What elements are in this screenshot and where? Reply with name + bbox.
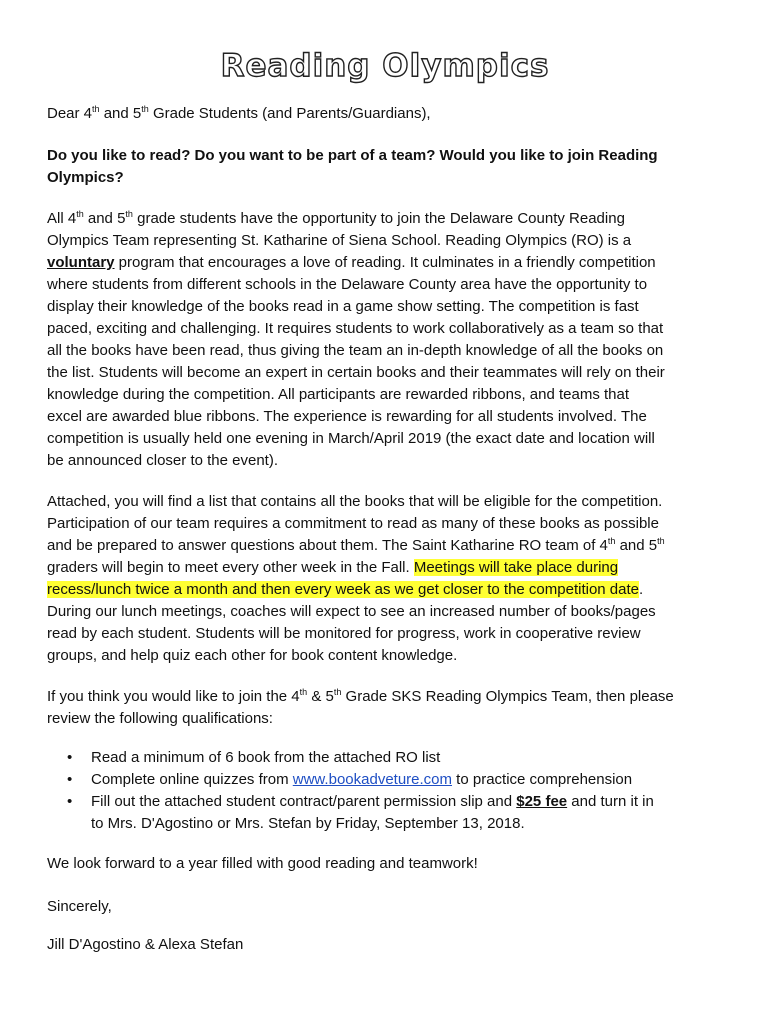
ordinal-suffix: th [92,104,100,114]
text-run: program that encourages a love of reading. It culminates in a friendly competition [114,254,656,271]
text-run: Fill out the attached student contract/parent permission slip and [91,793,517,810]
salutation-text: and 5 [99,105,142,122]
text-run: and 5 [83,210,126,227]
bookadventure-link[interactable]: www.bookadveture.com [292,771,453,788]
text-line: Attached, you will find a list that contains all the books that will be eligible for the competition. [47,493,663,510]
text-line: excel are awarded blue ribbons. The experience is rewarding for all students involved. The [47,408,647,425]
ordinal-suffix: th [76,209,84,219]
text-run: graders will begin to meet every other week in the Fall. [47,559,414,576]
text-line: During our lunch meetings, coaches will expect to see an increased number of books/pages [47,603,656,620]
text-line: where students from different schools in the Delaware County area have the opportunity to [47,276,648,293]
list-item-text: Read a minimum of 6 book from the attached RO list [91,749,441,766]
ordinal-suffix: th [299,687,308,697]
meeting-highlight: recess/lunch twice a month and then every week as we get closer to the competition date [47,581,639,598]
text-line: read by each student. Students will be monitored for progress, work in cooperative review [47,625,641,642]
text-run: and 5 [615,537,658,554]
text-line: display their knowledge of the books read in a game show setting. The competition is fast [47,298,639,315]
salutation-text: Grade Students (and Parents/Guardians), [148,105,431,122]
bullet-icon: • [67,749,73,766]
text-line: competition is usually held one evening in March/April 2019 (the exact date and location will [47,430,655,447]
intro-questions [47,145,732,189]
text-run: Grade SKS Reading Olympics Team, then please [341,688,674,705]
voluntary-emphasis: voluntary [47,254,115,271]
signature-text: Jill D'Agostino & Alexa Stefan [47,936,244,953]
text-run: & 5 [307,688,334,705]
bullet-icon: • [67,793,73,810]
text-line: the list. Students will become an expert in certain books and their teammates will rely on their [47,364,665,381]
ordinal-suffix: th [333,687,342,697]
title-container [0,46,770,86]
text-run: grade students have the opportunity to join the Delaware County Reading [132,210,625,227]
text-line: Participation of our team requires a commitment to read as many of these books as possible [47,515,659,532]
bullet-icon: • [67,771,73,788]
text-run: . [639,581,644,598]
qualifications-list [47,747,732,835]
text-line: be announced closer to the event). [47,452,278,469]
text-run: and be prepared to answer questions about them. The Saint Katharine RO team of 4 [47,537,608,554]
paragraph-program-description [47,208,732,472]
ordinal-suffix: th [657,536,665,546]
paragraph-participation [47,491,732,667]
text-run: If you think you would like to join the 4 [47,688,300,705]
signature [47,934,732,956]
list-item [47,769,732,791]
question-line: Do you like to read? Do you want to be part of a team? Would you like to join Reading [47,147,658,164]
ordinal-suffix: th [141,104,149,114]
ordinal-suffix: th [607,536,616,546]
text-run: All 4 [47,210,77,227]
list-item [47,747,732,769]
list-item [47,791,732,835]
text-line: Olympics Team representing St. Katharine of Siena School. Reading Olympics (RO) is a [47,232,632,249]
text-line: paced, exciting and challenging. It requires students to work collaboratively as a team so that [47,320,664,337]
text-line: review the following qualifications: [47,710,273,727]
signoff [47,896,732,918]
closing-text: We look forward to a year filled with good reading and teamwork! [47,855,478,872]
text-run: and turn it in [567,793,654,810]
ordinal-suffix: th [125,209,133,219]
text-run: to practice comprehension [452,771,633,788]
text-line: knowledge during the competition. All participants are rewarded ribbons, and teams that [47,386,630,403]
paragraph-join-team [47,686,732,730]
text-line: all the books have been read, thus giving the team an in-depth knowledge of all the books on [47,342,664,359]
signoff-text: Sincerely, [47,898,112,915]
salutation-text: Dear 4 [47,105,93,122]
text-run: Complete online quizzes from [91,771,293,788]
question-line: Olympics? [47,169,124,186]
fee-emphasis: $25 fee [516,793,568,810]
list-item-text: to Mrs. D'Agostino or Mrs. Stefan by Friday, September 13, 2018. [91,815,525,832]
salutation [47,103,732,125]
meeting-highlight: Meetings will take place during [413,559,619,576]
page-title: Reading Olympics [220,48,550,84]
closing-line [47,853,732,875]
text-line: groups, and help quiz each other for book content knowledge. [47,647,458,664]
